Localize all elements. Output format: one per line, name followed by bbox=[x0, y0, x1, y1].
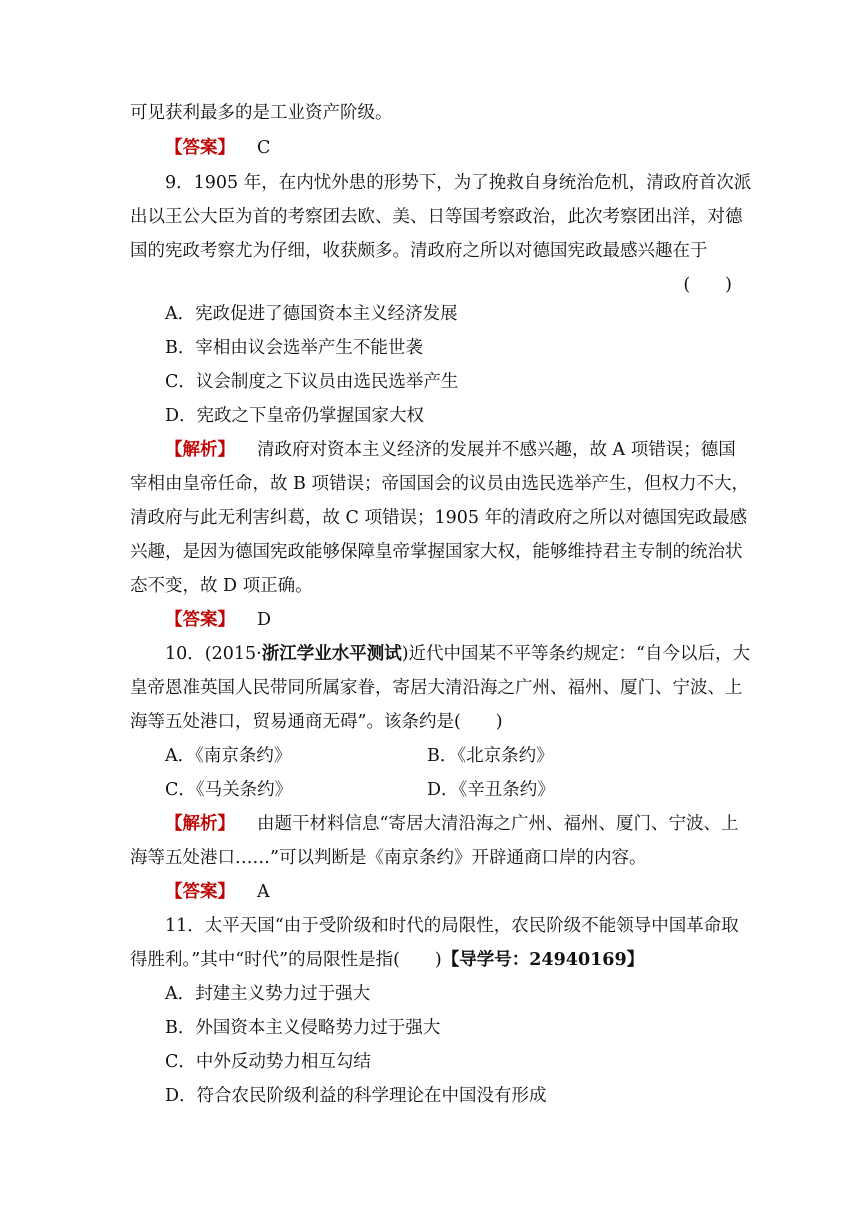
q9-option-d: D．宪政之下皇帝仍掌握国家大权 bbox=[165, 406, 425, 426]
q10-options-row1 bbox=[165, 744, 765, 768]
q9-analysis-line4: 兴趣，是因为德国宪政能够保障皇帝掌握国家大权，能够维持君主专制的统治状 bbox=[130, 542, 743, 562]
answer-tag: 【答案】 bbox=[165, 610, 235, 630]
answer-row-10 bbox=[165, 880, 765, 904]
q11-option-b: B．外国资本主义侵略势力过于强大 bbox=[165, 1018, 441, 1038]
prev-question-tail: 可见获利最多的是工业资产阶级。 bbox=[130, 103, 393, 123]
q9-stem-line2: 出以王公大臣为首的考察团去欧、美、日等国考察政治，此次考察团出洋，对德 bbox=[130, 207, 743, 227]
answer-value: C bbox=[257, 138, 271, 158]
q11-option-a: A．封建主义势力过于强大 bbox=[165, 984, 371, 1004]
q11-option-d: D．符合农民阶级利益的科学理论在中国没有形成 bbox=[165, 1086, 547, 1106]
q10-source: 浙江学业水平测试 bbox=[261, 644, 402, 664]
q9-option-b: B．宰相由议会选举产生不能世袭 bbox=[165, 338, 423, 358]
q9-analysis-line5: 态不变，故 D 项正确。 bbox=[130, 576, 313, 596]
answer-row-8 bbox=[165, 136, 765, 160]
q9-analysis-line2: 宰相由皇帝任命，故 B 项错误；帝国国会的议员由选民选举产生，但权力不大， bbox=[130, 474, 749, 494]
q9-option-c: C．议会制度之下议员由选民选举产生 bbox=[165, 372, 459, 392]
q9-analysis-line3: 清政府与此无利害纠葛，故 C 项错误；1905 年的清政府之所以对德国宪政最感 bbox=[130, 508, 748, 528]
answer-value: A bbox=[257, 882, 270, 902]
q9-bracket: ( ) bbox=[683, 275, 732, 295]
q11-option-c: C．中外反动势力相互勾结 bbox=[165, 1052, 371, 1072]
answer-tag: 【答案】 bbox=[165, 138, 235, 158]
q10-analysis-line1: 【解析】 由题干材料信息“寄居大清沿海之广州、福州、厦门、宁波、上 bbox=[165, 814, 739, 834]
q10-stem-line3: 海等五处港口，贸易通商无碍”。该条约是( ) bbox=[130, 712, 503, 732]
q10-options-row2 bbox=[165, 778, 765, 802]
q10-stem-line2: 皇帝恩准英国人民带同所属家眷，寄居大清沿海之广州、福州、厦门、宁波、上 bbox=[130, 678, 743, 698]
q9-option-a: A．宪政促进了德国资本主义经济发展 bbox=[165, 304, 458, 324]
q10-analysis-line2: 海等五处港口……”可以判断是《南京条约》开辟通商口岸的内容。 bbox=[130, 848, 647, 868]
answer-tag: 【答案】 bbox=[165, 882, 235, 902]
q10-option-d: D．《辛丑条约》 bbox=[427, 780, 555, 800]
q11-stem-line1: 11．太平天国“由于受阶级和时代的局限性，农民阶级不能领导中国革命取 bbox=[165, 916, 739, 936]
q10-option-b: B．《北京条约》 bbox=[427, 746, 554, 766]
answer-row-9 bbox=[165, 608, 765, 632]
q10-stem-line1: 10．(2015·浙江学业水平测试)近代中国某不平等条约规定：“自今以后，大 bbox=[165, 644, 750, 664]
analysis-tag: 【解析】 bbox=[165, 814, 235, 834]
q10-option-c: C．《马关条约》 bbox=[165, 780, 293, 800]
q11-stem-line2: 得胜利。”其中“时代”的局限性是指( )【导学号：24940169】 bbox=[130, 950, 645, 970]
q9-stem-line3: 国的宪政考察尤为仔细，收获颇多。清政府之所以对德国宪政最感兴趣在于 bbox=[130, 241, 708, 261]
q10-option-a: A．《南京条约》 bbox=[165, 746, 292, 766]
q9-analysis-line1: 【解析】 清政府对资本主义经济的发展并不感兴趣，故 A 项错误；德国 bbox=[165, 440, 736, 460]
analysis-tag: 【解析】 bbox=[165, 440, 235, 460]
answer-value: D bbox=[257, 610, 272, 630]
q9-stem-line1: 9．1905 年，在内忧外患的形势下，为了挽救自身统治危机，清政府首次派 bbox=[165, 173, 752, 193]
guide-number: 【导学号：24940169】 bbox=[441, 950, 645, 970]
